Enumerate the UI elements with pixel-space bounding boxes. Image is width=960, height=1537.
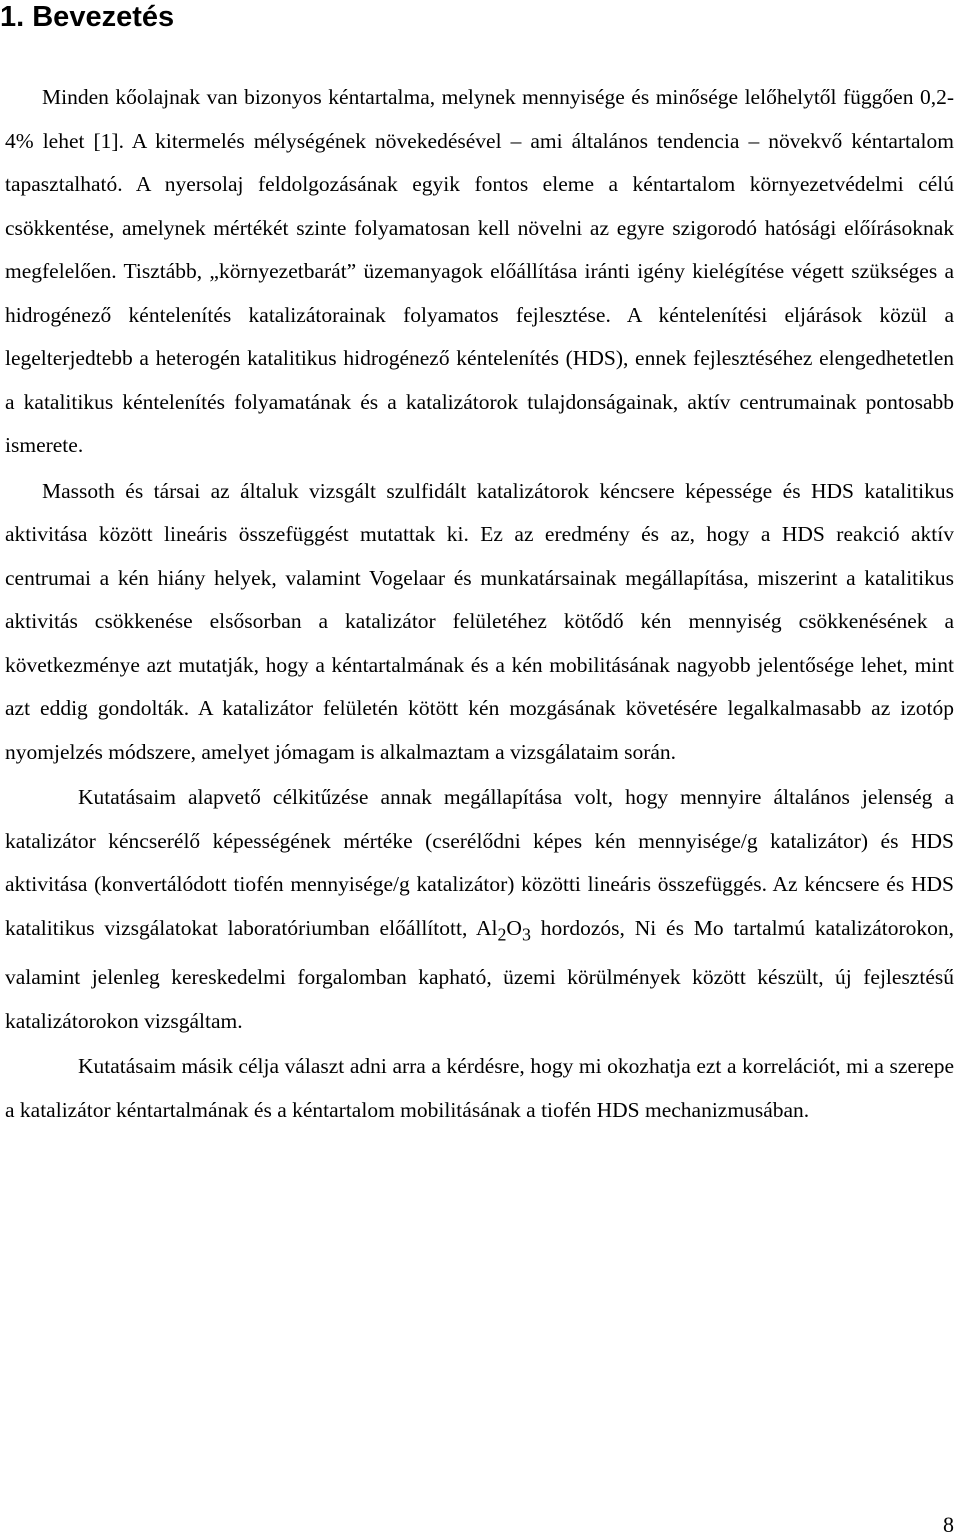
paragraph-3 — [5, 776, 954, 1043]
body-text — [5, 76, 954, 1132]
paragraph-2: Massoth és társai az általuk vizsgált szulfidált katalizátorok kéncsere képessége és HDS katalitikus aktivitása között lineáris összefüggést mutattak ki. Ez az eredmény és az, hogy a HDS reakció aktív centrumai a kén hiány helyek, valamint Vogelaar és munkatársainak megállapítása, miszerint a katalitikus aktivitás csökkenése elsősorban a katalizátor felületéhez kötődő kén mennyiség csökkenésének a következménye azt mutatják, hogy a kéntartalmának és a kén mobilitásának nagyobb jelentősége lehet, mint azt eddig gondolták. A katalizátor felületén kötött kén mozgásának követésére legalkalmasabb az izotóp nyomjelzés módszere, amelyet jómagam is alkalmaztam a vizsgálataim során. — [5, 478, 954, 764]
paragraph-3-text-before: Kutatásaim alapvető célkitűzése annak megállapítása volt, hogy mennyire általános jelenség a katalizátor kéncserélő képességének mértéke (cserélődni képes kén mennyisége/g katalizátor) és HDS aktivitása (konvertálódott tiofén mennyisége/g katalizátor) közötti lineáris összefüggés. Az kéncsere és HDS katalitikus vizsgálatokat laboratóriumban előállított, Al — [5, 785, 954, 940]
paragraph-4: Kutatásaim másik célja választ adni arra a kérdésre, hogy mi okozhatja ezt a korrelációt, mi a szerepe a katalizátor kéntartalmának és a kéntartalom mobilitásának a tiofén HDS mechanizmusában. — [5, 1054, 954, 1122]
paragraph-3-text-mid: O — [506, 915, 522, 940]
paragraph-1: Minden kőolajnak van bizonyos kéntartalma, melynek mennyisége és minősége lelőhelytől függően 0,2-4% lehet [1]. A kitermelés mélységének növekedésével – ami általános tendencia – növekvő kéntartalom tapasztalható. A nyersolaj feldolgozásának egyik fontos eleme a kéntartalom környezetvédelmi célú csökkentése, amelynek mértékét szinte folyamatosan kell növelni az egyre szigorodó hatósági előírásoknak megfelelően. Tisztább, „környezetbarát” üzemanyagok előállítása iránti igény kielégítése végett szükséges a hidrogénező kéntelenítés katalizátorainak folyamatos fejlesztése. A kéntelenítési eljárások közül a legelterjedtebb a heterogén katalitikus hidrogénező kéntelenítés (HDS), ennek fejlesztéséhez elengedhetetlen a katalitikus kéntelenítés folyamatának és a katalizátorok tulajdonságainak, aktív centrumainak pontosabb ismerete. — [5, 85, 954, 457]
paragraph-3-text-after: hordozós, Ni és Mo tartalmú katalizátorokon, valamint jelenleg kereskedelmi forgalomban kapható, üzemi körülmények között készült, új fejlesztésű katalizátorokon vizsgáltam. — [5, 915, 954, 1033]
subscript-2: 2 — [497, 923, 507, 944]
subscript-3: 3 — [521, 923, 531, 944]
page-number: 8 — [943, 1512, 954, 1537]
section-heading: 1. Bevezetés — [0, 1, 175, 33]
